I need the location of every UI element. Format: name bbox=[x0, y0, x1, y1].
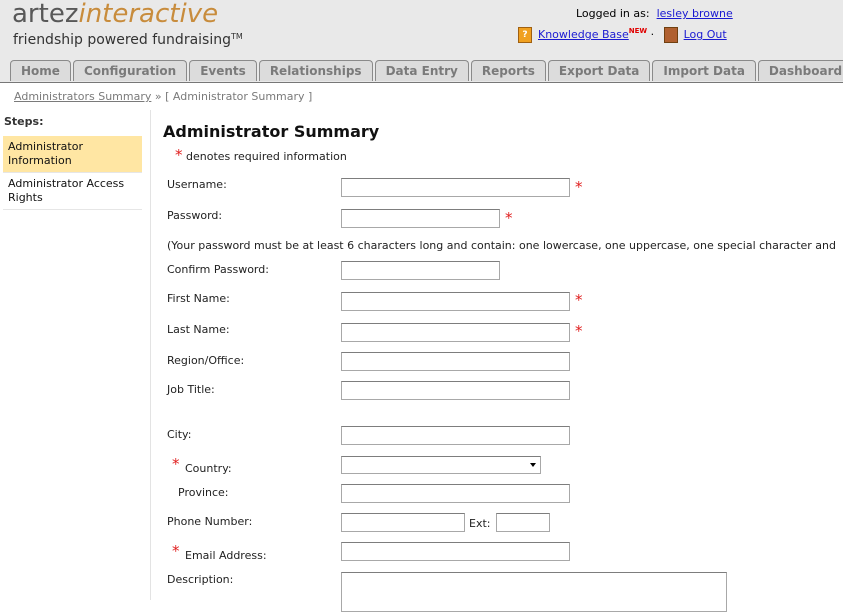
description-textarea[interactable] bbox=[341, 572, 727, 612]
job-title-input[interactable] bbox=[341, 381, 570, 400]
logout-link[interactable]: Log Out bbox=[683, 28, 727, 41]
tagline: friendship powered fundraising™ bbox=[13, 32, 243, 48]
last-name-label: Last Name: bbox=[167, 323, 230, 336]
password-required-star: * bbox=[505, 209, 513, 227]
country-select[interactable] bbox=[341, 456, 541, 474]
chevron-down-icon bbox=[530, 463, 536, 467]
tab-reports[interactable]: Reports bbox=[471, 60, 546, 81]
job-title-label: Job Title: bbox=[167, 383, 215, 396]
first-name-label: First Name: bbox=[167, 292, 230, 305]
province-input[interactable] bbox=[341, 484, 570, 503]
description-label: Description: bbox=[167, 573, 234, 586]
password-label: Password: bbox=[167, 209, 223, 222]
city-label: City: bbox=[167, 428, 192, 441]
city-input[interactable] bbox=[341, 426, 570, 445]
knowledge-base-link[interactable]: Knowledge Base bbox=[538, 28, 629, 41]
username-input[interactable] bbox=[341, 178, 570, 197]
step-administrator-information[interactable]: Administrator Information bbox=[3, 136, 142, 173]
ext-input[interactable] bbox=[496, 513, 550, 532]
confirm-password-label: Confirm Password: bbox=[167, 263, 269, 276]
link-separator: · bbox=[650, 28, 655, 41]
phone-number-input[interactable] bbox=[341, 513, 465, 532]
tab-import-data[interactable]: Import Data bbox=[652, 60, 756, 81]
user-link[interactable]: lesley browne bbox=[656, 7, 733, 20]
last-name-required-star: * bbox=[575, 322, 583, 340]
province-label: Province: bbox=[178, 486, 229, 499]
breadcrumb-link-administrators-summary[interactable]: Administrators Summary bbox=[14, 90, 152, 103]
phone-number-label: Phone Number: bbox=[167, 515, 253, 528]
page-title: Administrator Summary bbox=[163, 122, 380, 141]
country-label: Country: bbox=[185, 462, 232, 475]
email-address-label: Email Address: bbox=[185, 549, 267, 562]
logo: artezinteractive bbox=[12, 0, 219, 29]
breadcrumb-separator: » bbox=[154, 90, 162, 103]
steps-title: Steps: bbox=[4, 115, 44, 128]
header-links bbox=[518, 27, 727, 43]
last-name-input[interactable] bbox=[341, 323, 570, 342]
logged-in-info bbox=[576, 7, 733, 20]
sidebar-divider bbox=[150, 110, 151, 600]
header-divider bbox=[0, 82, 843, 83]
trademark: TM bbox=[230, 32, 243, 41]
steps-sidebar bbox=[3, 115, 142, 210]
main-tabs bbox=[10, 60, 843, 83]
tab-data-entry[interactable]: Data Entry bbox=[375, 60, 469, 81]
tab-home[interactable]: Home bbox=[10, 60, 71, 81]
knowledge-base-icon: ? bbox=[518, 27, 532, 43]
tab-events[interactable]: Events bbox=[189, 60, 257, 81]
ext-label: Ext: bbox=[469, 517, 491, 530]
step-administrator-access-rights[interactable]: Administrator Access Rights bbox=[3, 173, 142, 210]
breadcrumb bbox=[14, 90, 312, 103]
new-badge: NEW bbox=[628, 27, 648, 35]
region-office-input[interactable] bbox=[341, 352, 570, 371]
username-label: Username: bbox=[167, 178, 227, 191]
logout-door-icon bbox=[664, 27, 678, 43]
country-required-star: * bbox=[172, 455, 180, 473]
password-hint: (Your password must be at least 6 characters long and contain: one lowercase, one uppercase, one special character and bbox=[167, 239, 836, 252]
email-address-input[interactable] bbox=[341, 542, 570, 561]
tab-configuration[interactable]: Configuration bbox=[73, 60, 187, 81]
region-office-label: Region/Office: bbox=[167, 354, 245, 367]
first-name-required-star: * bbox=[575, 291, 583, 309]
confirm-password-input[interactable] bbox=[341, 261, 500, 280]
tab-export-data[interactable]: Export Data bbox=[548, 60, 651, 81]
breadcrumb-current: [ Administrator Summary ] bbox=[165, 90, 313, 103]
password-input[interactable] bbox=[341, 209, 500, 228]
first-name-input[interactable] bbox=[341, 292, 570, 311]
tab-dashboard[interactable]: Dashboard bbox=[758, 60, 843, 81]
email-required-star: * bbox=[172, 542, 180, 560]
required-note: * denotes required information bbox=[175, 146, 347, 164]
required-star: * bbox=[175, 146, 183, 164]
app-header bbox=[0, 0, 843, 83]
username-required-star: * bbox=[575, 178, 583, 196]
tab-relationships[interactable]: Relationships bbox=[259, 60, 373, 81]
logged-in-label: Logged in as: bbox=[576, 7, 650, 20]
